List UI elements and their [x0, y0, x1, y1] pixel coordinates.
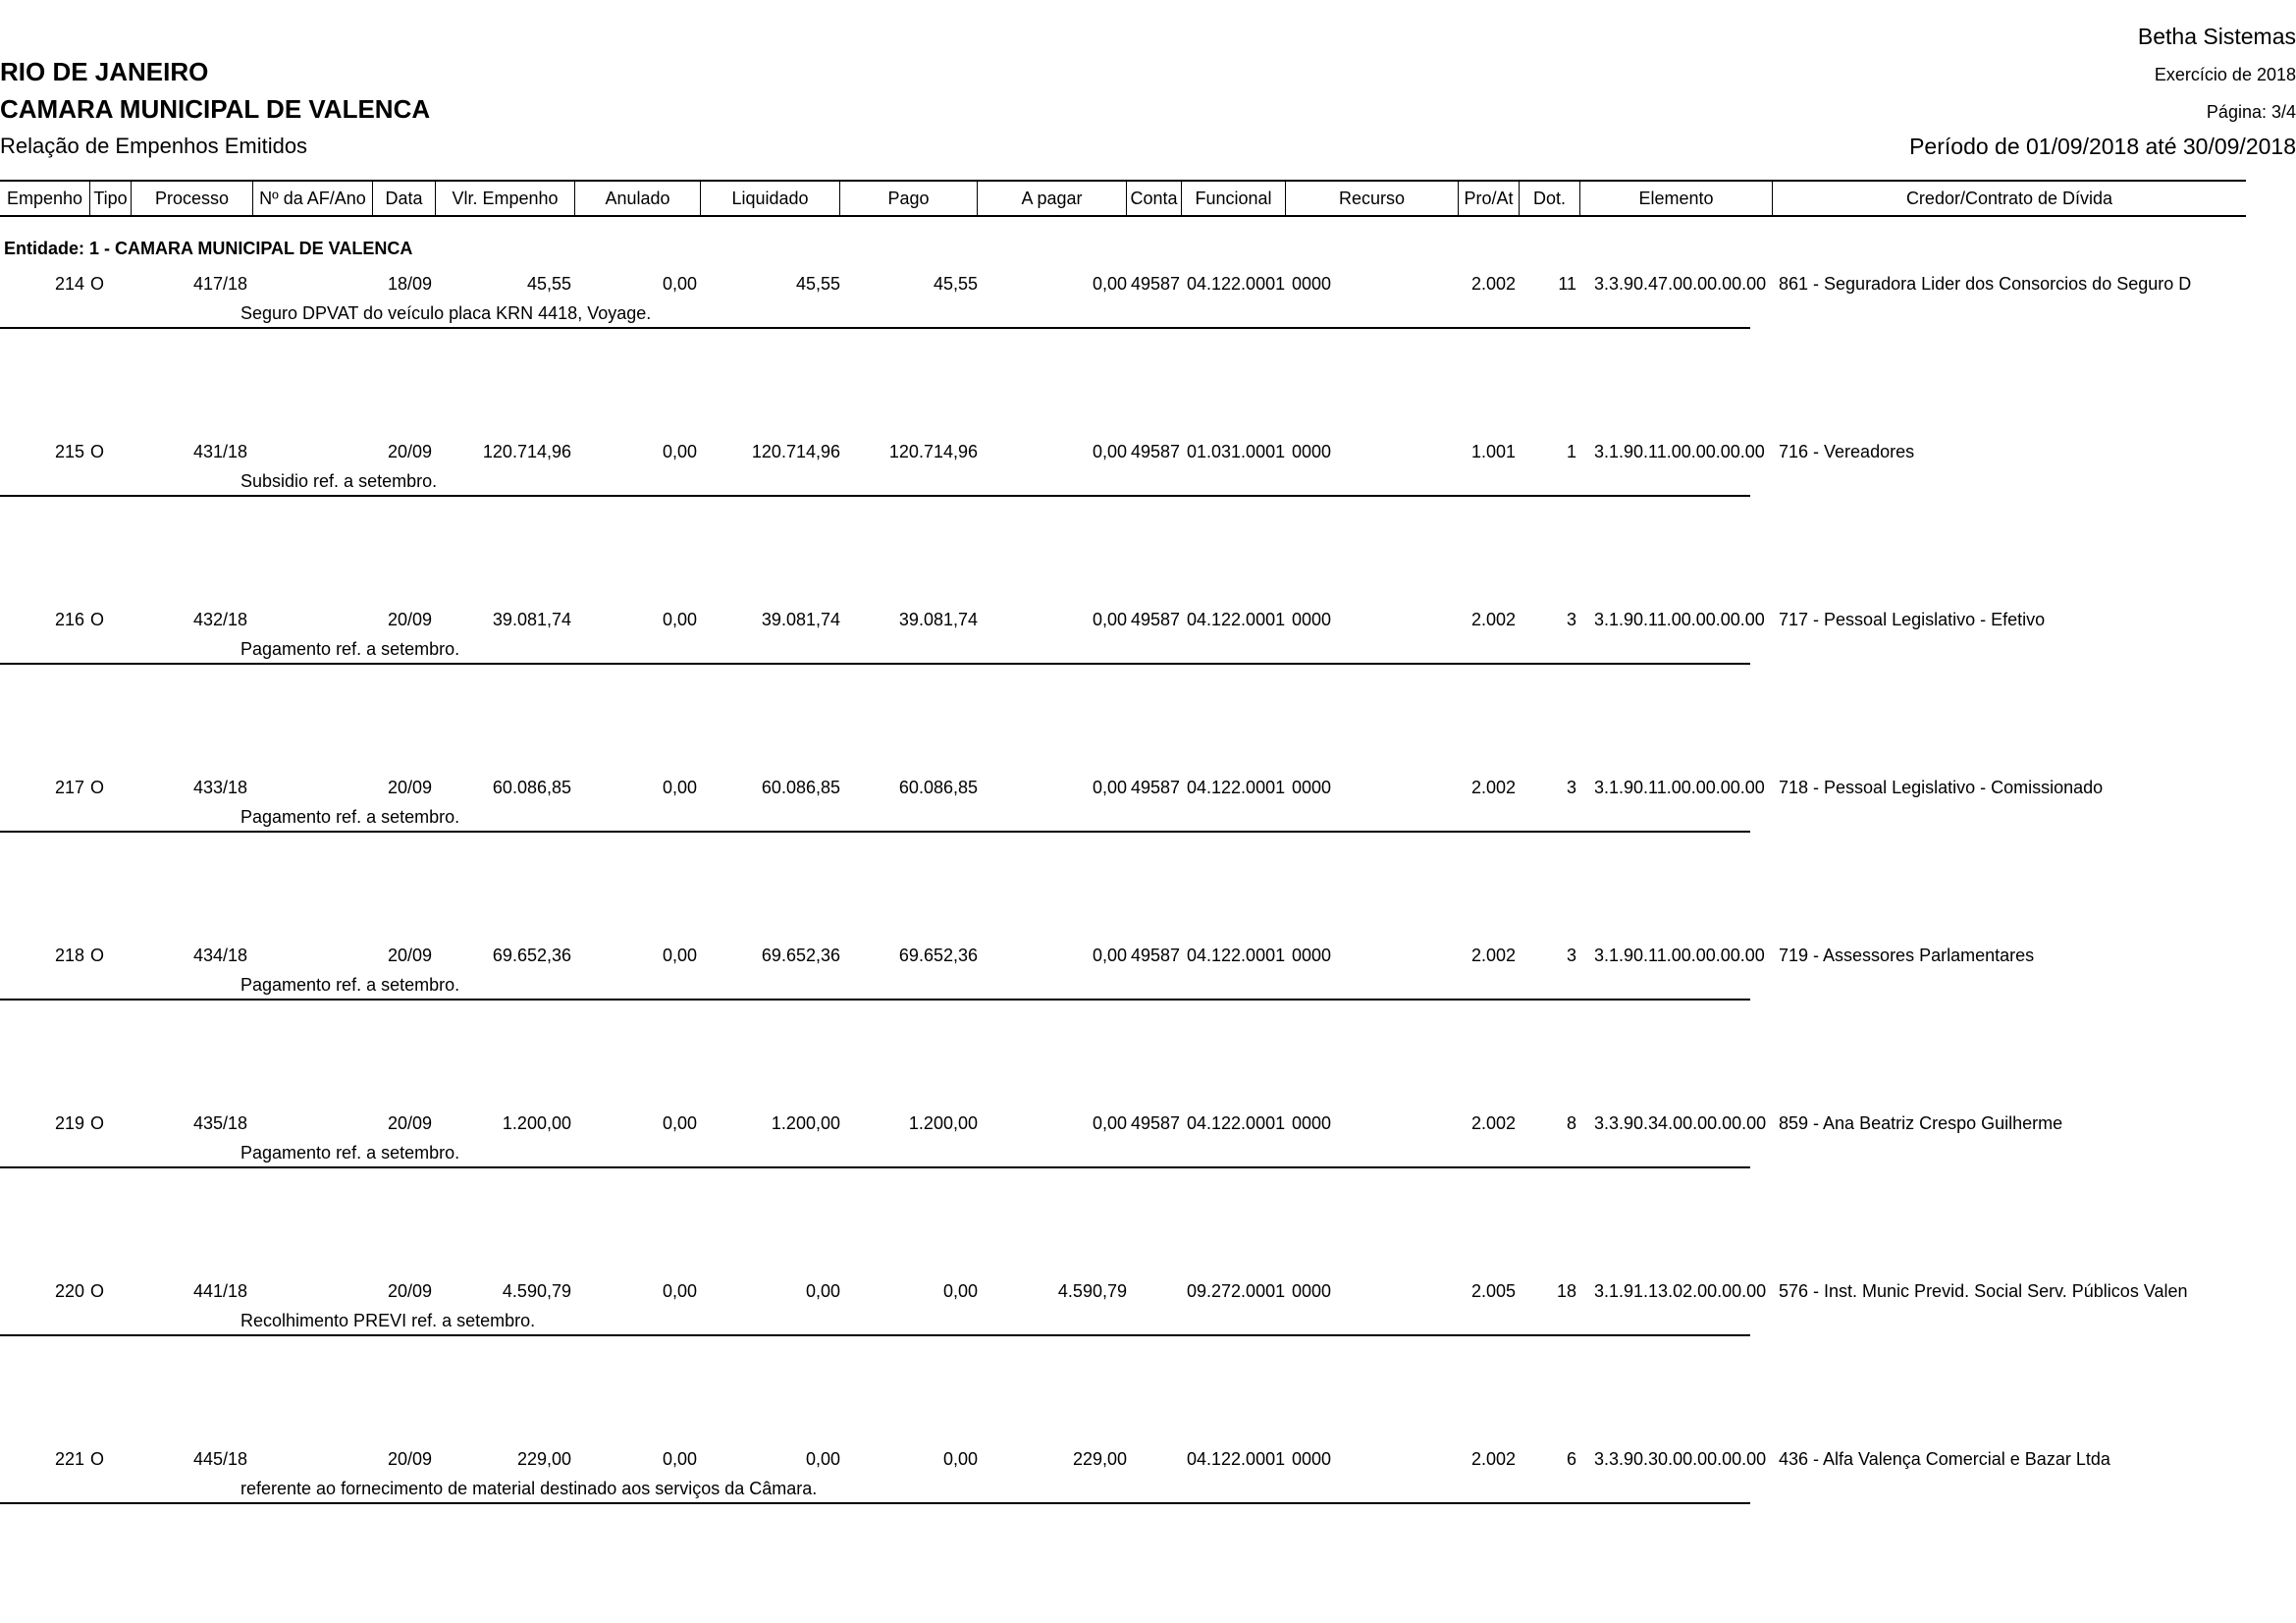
cell-description: Subsidio ref. a setembro. [240, 471, 438, 491]
page-number: Página: 3/4 [2206, 102, 2296, 122]
cell-funcional: 04.122.0001 [1187, 610, 1286, 629]
cell-apagar: 0,00 [1092, 946, 1127, 965]
cell-pago: 60.086,85 [898, 778, 978, 797]
column-header-row [0, 180, 2246, 217]
cell-elemento: 3.1.90.11.00.00.00.00 [1594, 442, 1765, 461]
cell-elemento: 3.1.90.11.00.00.00.00 [1594, 778, 1765, 797]
cell-conta: 49587 [1131, 610, 1181, 629]
cell-empenho: 214 [54, 274, 84, 294]
cell-processo: 441/18 [193, 1281, 248, 1301]
cell-pago: 69.652,36 [898, 946, 978, 965]
cell-funcional: 04.122.0001 [1187, 274, 1286, 294]
cell-tipo: O [90, 274, 105, 294]
cell-processo: 432/18 [193, 610, 248, 629]
cell-credor: 719 - Assessores Parlamentares [1779, 946, 2035, 965]
cell-elemento: 3.3.90.34.00.00.00.00 [1594, 1113, 1767, 1133]
cell-pago: 0,00 [942, 1281, 978, 1301]
cell-liquidado: 0,00 [805, 1449, 840, 1469]
cell-processo: 445/18 [193, 1449, 248, 1469]
cell-tipo: O [90, 1449, 105, 1469]
cell-pago: 120.714,96 [888, 442, 978, 461]
cell-proat: 2.002 [1470, 274, 1516, 294]
cell-description: Pagamento ref. a setembro. [240, 639, 460, 659]
cell-anulado: 0,00 [662, 1281, 697, 1301]
row-separator [0, 495, 1750, 497]
cell-data: 20/09 [387, 1281, 432, 1301]
cell-tipo: O [90, 1281, 105, 1301]
col-proat: Pro/At [1459, 182, 1520, 215]
cell-recurso: 0000 [1292, 778, 1332, 797]
cell-description: Pagamento ref. a setembro. [240, 975, 460, 995]
cell-vlr-empenho: 39.081,74 [492, 610, 571, 629]
table-row [0, 610, 2296, 669]
cell-funcional: 04.122.0001 [1187, 778, 1286, 797]
cell-credor: 861 - Seguradora Lider dos Consorcios do Seguro D [1779, 274, 2191, 294]
cell-dot: 1 [1566, 442, 1576, 461]
cell-conta: 49587 [1131, 442, 1181, 461]
cell-conta: 49587 [1131, 946, 1181, 965]
cell-anulado: 0,00 [662, 1113, 697, 1133]
cell-credor: 576 - Inst. Munic Previd. Social Serv. Públicos Valen [1779, 1281, 2188, 1301]
cell-data: 20/09 [387, 946, 432, 965]
cell-vlr-empenho: 69.652,36 [492, 946, 571, 965]
cell-recurso: 0000 [1292, 1281, 1332, 1301]
cell-liquidado: 69.652,36 [761, 946, 840, 965]
cell-empenho: 220 [54, 1281, 84, 1301]
col-anulado: Anulado [575, 182, 701, 215]
cell-elemento: 3.1.90.11.00.00.00.00 [1594, 946, 1765, 965]
col-funcional: Funcional [1182, 182, 1286, 215]
cell-credor: 859 - Ana Beatriz Crespo Guilherme [1779, 1113, 2063, 1133]
table-row [0, 778, 2296, 837]
cell-data: 20/09 [387, 442, 432, 461]
cell-data: 20/09 [387, 1449, 432, 1469]
cell-proat: 2.002 [1470, 1113, 1516, 1133]
cell-description: Pagamento ref. a setembro. [240, 807, 460, 827]
cell-empenho: 219 [54, 1113, 84, 1133]
cell-processo: 433/18 [193, 778, 248, 797]
table-row [0, 274, 2296, 333]
col-tipo: Tipo [90, 182, 132, 215]
cell-anulado: 0,00 [662, 442, 697, 461]
cell-elemento: 3.3.90.47.00.00.00.00 [1594, 274, 1767, 294]
cell-vlr-empenho: 229,00 [516, 1449, 571, 1469]
cell-description: referente ao fornecimento de material destinado aos serviços da Câmara. [240, 1479, 818, 1498]
cell-conta: 49587 [1131, 274, 1181, 294]
col-af: Nº da AF/Ano [253, 182, 373, 215]
cell-liquidado: 0,00 [805, 1281, 840, 1301]
cell-dot: 3 [1566, 778, 1576, 797]
row-separator [0, 1502, 1750, 1504]
state-title: RIO DE JANEIRO [0, 57, 209, 86]
cell-funcional: 04.122.0001 [1187, 1113, 1286, 1133]
cell-proat: 1.001 [1470, 442, 1516, 461]
cell-pago: 39.081,74 [898, 610, 978, 629]
cell-vlr-empenho: 4.590,79 [502, 1281, 571, 1301]
period-label: Período de 01/09/2018 até 30/09/2018 [1909, 134, 2296, 159]
cell-dot: 6 [1566, 1449, 1576, 1469]
cell-tipo: O [90, 778, 105, 797]
cell-anulado: 0,00 [662, 946, 697, 965]
cell-pago: 0,00 [942, 1449, 978, 1469]
cell-credor: 717 - Pessoal Legislativo - Efetivo [1779, 610, 2046, 629]
cell-data: 20/09 [387, 778, 432, 797]
cell-apagar: 0,00 [1092, 442, 1127, 461]
cell-credor: 436 - Alfa Valença Comercial e Bazar Ltda [1779, 1449, 2110, 1469]
entity-line: Entidade: 1 - CAMARA MUNICIPAL DE VALENCA [4, 239, 413, 258]
cell-description: Pagamento ref. a setembro. [240, 1143, 460, 1163]
cell-apagar: 4.590,79 [1057, 1281, 1127, 1301]
cell-tipo: O [90, 946, 105, 965]
cell-funcional: 09.272.0001 [1187, 1281, 1286, 1301]
col-recurso: Recurso [1286, 182, 1459, 215]
table-row [0, 946, 2296, 1004]
cell-vlr-empenho: 60.086,85 [492, 778, 571, 797]
col-apagar: A pagar [978, 182, 1127, 215]
cell-description: Seguro DPVAT do veículo placa KRN 4418, Voyage. [240, 303, 652, 323]
cell-empenho: 216 [54, 610, 84, 629]
cell-liquidado: 1.200,00 [771, 1113, 840, 1133]
cell-anulado: 0,00 [662, 778, 697, 797]
row-separator [0, 1166, 1750, 1168]
cell-credor: 718 - Pessoal Legislativo - Comissionado [1779, 778, 2104, 797]
cell-vlr-empenho: 120.714,96 [482, 442, 571, 461]
cell-data: 20/09 [387, 1113, 432, 1133]
cell-recurso: 0000 [1292, 442, 1332, 461]
cell-proat: 2.002 [1470, 778, 1516, 797]
cell-recurso: 0000 [1292, 610, 1332, 629]
cell-recurso: 0000 [1292, 274, 1332, 294]
cell-liquidado: 120.714,96 [751, 442, 840, 461]
cell-pago: 45,55 [933, 274, 978, 294]
cell-proat: 2.002 [1470, 946, 1516, 965]
col-liquidado: Liquidado [701, 182, 840, 215]
cell-apagar: 229,00 [1072, 1449, 1127, 1469]
cell-elemento: 3.1.90.11.00.00.00.00 [1594, 610, 1765, 629]
row-separator [0, 999, 1750, 1001]
cell-credor: 716 - Vereadores [1779, 442, 1915, 461]
cell-dot: 18 [1556, 1281, 1576, 1301]
cell-processo: 434/18 [193, 946, 248, 965]
cell-apagar: 0,00 [1092, 1113, 1127, 1133]
table-row [0, 1449, 2296, 1508]
row-separator [0, 663, 1750, 665]
cell-processo: 435/18 [193, 1113, 248, 1133]
row-separator [0, 831, 1750, 833]
report-title: Relação de Empenhos Emitidos [0, 134, 308, 158]
cell-vlr-empenho: 1.200,00 [502, 1113, 571, 1133]
table-row [0, 442, 2296, 501]
row-separator [0, 1334, 1750, 1336]
exercicio-label: Exercício de 2018 [2154, 65, 2296, 84]
cell-elemento: 3.3.90.30.00.00.00.00 [1594, 1449, 1767, 1469]
cell-funcional: 04.122.0001 [1187, 1449, 1286, 1469]
cell-elemento: 3.1.91.13.02.00.00.00 [1594, 1281, 1767, 1301]
col-data: Data [373, 182, 436, 215]
cell-liquidado: 39.081,74 [761, 610, 840, 629]
cell-recurso: 0000 [1292, 1113, 1332, 1133]
cell-data: 18/09 [387, 274, 432, 294]
cell-tipo: O [90, 442, 105, 461]
company-name: Betha Sistemas [2137, 24, 2296, 49]
cell-apagar: 0,00 [1092, 274, 1127, 294]
table-row [0, 1281, 2296, 1340]
cell-anulado: 0,00 [662, 1449, 697, 1469]
cell-liquidado: 45,55 [795, 274, 840, 294]
cell-funcional: 04.122.0001 [1187, 946, 1286, 965]
col-conta: Conta [1127, 182, 1182, 215]
cell-empenho: 218 [54, 946, 84, 965]
cell-funcional: 01.031.0001 [1187, 442, 1286, 461]
cell-description: Recolhimento PREVI ref. a setembro. [240, 1311, 536, 1330]
cell-recurso: 0000 [1292, 946, 1332, 965]
cell-processo: 417/18 [193, 274, 248, 294]
cell-data: 20/09 [387, 610, 432, 629]
cell-tipo: O [90, 610, 105, 629]
cell-pago: 1.200,00 [908, 1113, 978, 1133]
entity-title: CAMARA MUNICIPAL DE VALENCA [0, 94, 431, 124]
cell-apagar: 0,00 [1092, 778, 1127, 797]
cell-empenho: 217 [54, 778, 84, 797]
cell-conta: 49587 [1131, 1113, 1181, 1133]
cell-proat: 2.002 [1470, 610, 1516, 629]
cell-liquidado: 60.086,85 [761, 778, 840, 797]
cell-tipo: O [90, 1113, 105, 1133]
cell-empenho: 221 [54, 1449, 84, 1469]
col-dot: Dot. [1520, 182, 1580, 215]
cell-dot: 3 [1566, 946, 1576, 965]
row-separator [0, 327, 1750, 329]
col-elemento: Elemento [1580, 182, 1773, 215]
cell-dot: 8 [1566, 1113, 1576, 1133]
cell-proat: 2.002 [1470, 1449, 1516, 1469]
cell-empenho: 215 [54, 442, 84, 461]
col-credor: Credor/Contrato de Dívida [1905, 189, 2113, 208]
cell-proat: 2.005 [1470, 1281, 1516, 1301]
col-vlr-empenho: Vlr. Empenho [436, 182, 575, 215]
cell-recurso: 0000 [1292, 1449, 1332, 1469]
cell-dot: 3 [1566, 610, 1576, 629]
cell-dot: 11 [1558, 274, 1576, 294]
col-empenho: Empenho [0, 182, 90, 215]
table-row [0, 1113, 2296, 1172]
cell-anulado: 0,00 [662, 274, 697, 294]
col-pago: Pago [840, 182, 978, 215]
cell-conta: 49587 [1131, 778, 1181, 797]
cell-apagar: 0,00 [1092, 610, 1127, 629]
cell-vlr-empenho: 45,55 [526, 274, 571, 294]
col-processo: Processo [132, 182, 253, 215]
cell-anulado: 0,00 [662, 610, 697, 629]
cell-processo: 431/18 [193, 442, 248, 461]
